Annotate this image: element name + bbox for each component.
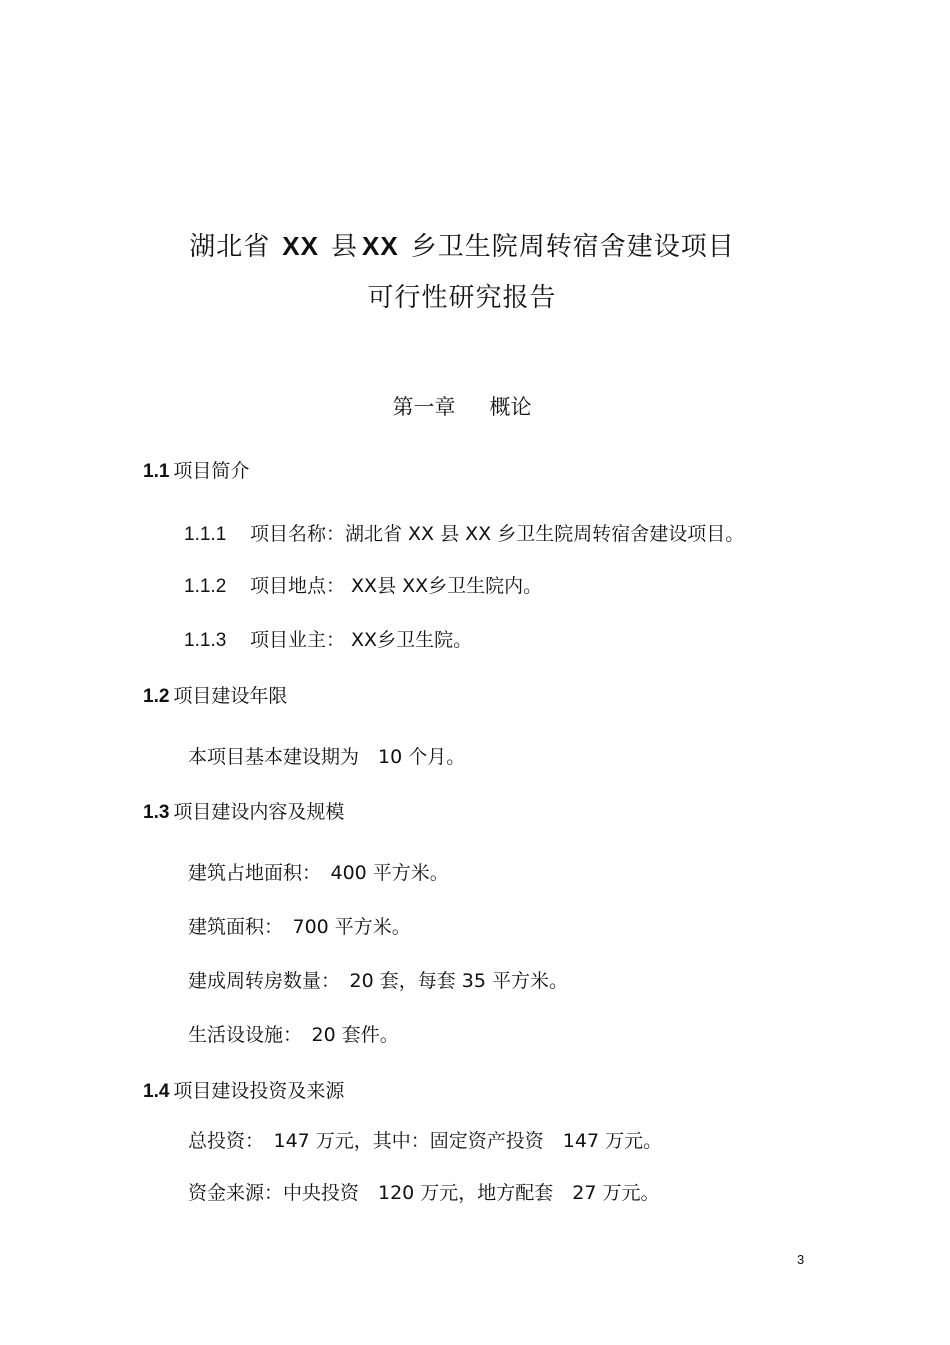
item-1-1-1 (184, 519, 744, 546)
section-number: 1.1 (143, 461, 170, 482)
item-number: 1.1.1 (184, 524, 227, 545)
building-area-text: 建筑面积： 700 平方米。 (188, 916, 411, 938)
title-project-name: 乡卫生院周转宿舍建设项目 (410, 232, 735, 262)
section-heading-1-2 (143, 681, 287, 708)
section-number: 1.2 (143, 686, 170, 707)
section-title: 项目简介 (173, 460, 250, 482)
section-number: 1.4 (143, 1081, 170, 1102)
item-number: 1.1.2 (184, 576, 227, 597)
item-1-1-2 (184, 571, 542, 598)
title-township-placeholder: XX (362, 231, 399, 261)
item-text: 项目名称：湖北省 XX 县 XX 乡卫生院周转宿舍建设项目。 (250, 523, 745, 545)
report-title-line-2: 可行性研究报告 (367, 283, 557, 313)
item-1-1-3 (184, 625, 472, 652)
item-number: 1.1.3 (184, 630, 227, 651)
section-heading-1-1 (143, 456, 249, 483)
title-province: 湖北省 (189, 232, 271, 262)
living-facilities-text: 生活设设施： 20 套件。 (188, 1024, 399, 1046)
section-title: 项目建设年限 (173, 685, 288, 707)
chapter-number: 第一章 (392, 395, 456, 419)
chapter-heading (0, 391, 924, 421)
section-title: 项目建设投资及来源 (173, 1080, 345, 1102)
section-heading-1-3 (143, 797, 344, 824)
construction-period-text: 本项目基本建设期为 10 个月。 (188, 746, 466, 768)
section-title: 项目建设内容及规模 (173, 801, 345, 823)
chapter-name: 概论 (489, 395, 532, 419)
section-heading-1-4 (143, 1076, 344, 1103)
land-area-text: 建筑占地面积： 400 平方米。 (188, 862, 449, 884)
title-county-placeholder: XX (282, 231, 319, 261)
funding-source-text: 资金来源：中央投资 120 万元，地方配套 27 万元。 (188, 1182, 660, 1204)
title-county-word: 县 (330, 232, 358, 262)
housing-units-text: 建成周转房数量： 20 套，每套 35 平方米。 (188, 970, 568, 992)
item-text: 项目地点： XX县 XX乡卫生院内。 (250, 575, 543, 597)
report-title-line-1 (0, 226, 924, 263)
section-number: 1.3 (143, 802, 170, 823)
item-text: 项目业主： XX乡卫生院。 (250, 629, 473, 651)
total-investment-text: 总投资： 147 万元，其中：固定资产投资 147 万元。 (188, 1130, 663, 1152)
page-number: 3 (797, 1252, 805, 1267)
